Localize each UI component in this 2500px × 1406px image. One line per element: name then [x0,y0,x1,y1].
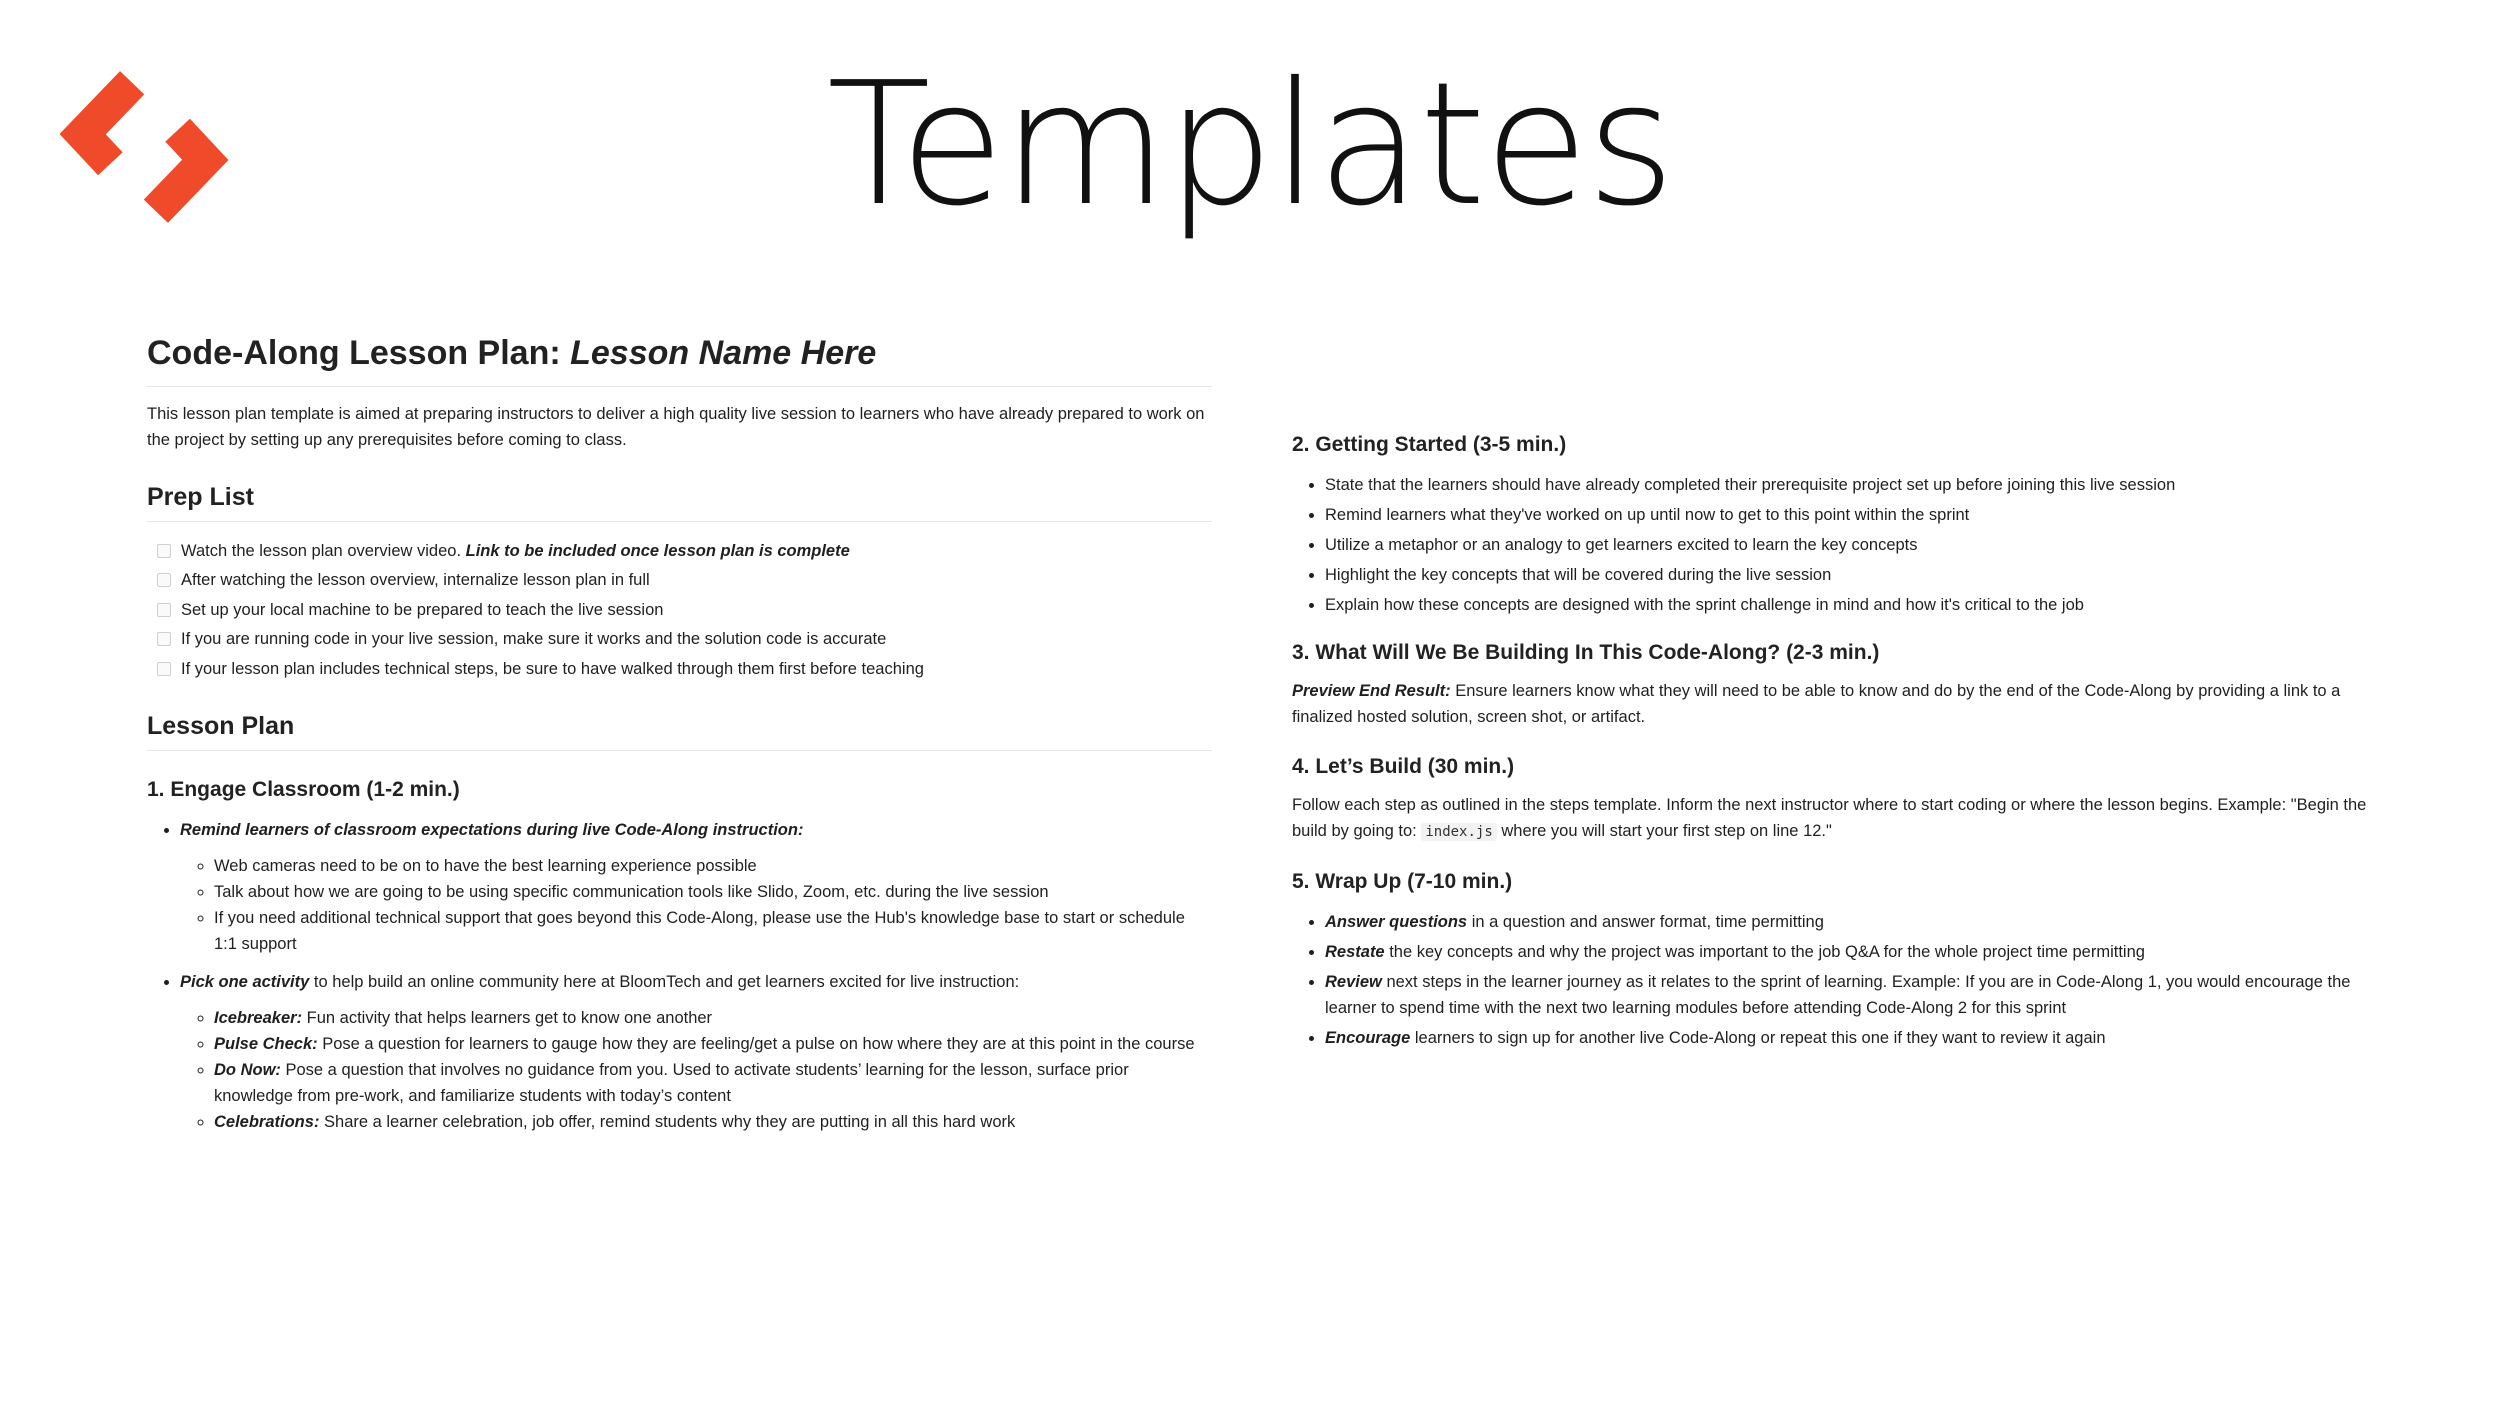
document-title-prefix: Code-Along Lesson Plan: [147,334,571,372]
lets-build-paragraph: Follow each step as outlined in the steps template. Inform the next instructor where to start coding or where the lesson begins. Example: "Begin the build by going to: index.js where you will start your first step on line 12." [1292,796,2367,840]
list-item: • Highlight the key concepts that will be covered during the live session [1325,560,2372,590]
engage-list [147,815,1212,1145]
list-item: • Pick one activity to help build an online community here at BloomTech and get learners excited for live instruction: ◦ Icebreaker: Fun activity that helps learners get to know one another ◦ Pulse Check: Pose a question for learners to gauge how they are feeling/get a pulse on how where they are at this point in the course ◦ Do Now: Pose a question that involves no guidance from you. Used to activate students’ learning for the lesson, surface prior knowledge from pre-work, and familiarize students with today’s content ◦ Celebrations: Share a learner celebration, job offer, remind students why they are putting in all this hard work [180,967,1212,1145]
list-item: • Utilize a metaphor or an analogy to get learners excited to learn the key concepts [1325,530,2372,560]
list-item: ◦ Web cameras need to be on to have the best learning experience possible [214,853,1212,879]
list-item: • Review next steps in the learner journey as it relates to the sprint of learning. Example: If you are in Code-Along 1, you would encourage the learner to spend time with the next two learning modules before attending Code-Along 2 for this sprint [1325,967,2372,1023]
prep-item-text: After watching the lesson overview, internalize lesson plan in full [181,571,650,590]
prep-item-text: If you are running code in your live session, make sure it works and the solution code is accurate [181,630,887,649]
activities-list [180,1005,1212,1135]
wrap-up-heading: 5. Wrap Up (7-10 min.) [1292,870,1513,893]
prep-item-text: If your lesson plan includes technical steps, be sure to have walked through them first before teaching [181,659,924,678]
list-item: ◦ Pulse Check: Pose a question for learners to gauge how they are feeling/get a pulse on how where they are at this point in the course [214,1031,1212,1057]
prep-item [157,654,1212,684]
checkbox[interactable] [157,544,171,558]
list-item: ◦ Do Now: Pose a question that involves no guidance from you. Used to activate students’ learning for the lesson, surface prior knowledge from pre-work, and familiarize students with today’s content [214,1057,1212,1109]
engage-classroom-heading: 1. Engage Classroom (1-2 min.) [147,777,460,801]
document-title-lesson-name: Lesson Name Here [570,334,877,372]
list-item: • Remind learners what they've worked on up until now to get to this point within the sprint [1325,500,2372,530]
prep-item [157,536,1212,566]
prep-item-text: Set up your local machine to be prepared to teach the live session [181,600,664,619]
what-building-heading: 3. What Will We Be Building In This Code-Along? (2-3 min.) [1292,641,1880,664]
list-item: • Answer questions in a question and answer format, time permitting [1325,907,2372,937]
prep-item [157,595,1212,625]
checkbox[interactable] [157,662,171,676]
list-item: ◦ Celebrations: Share a learner celebration, job offer, remind students why they are putting in all this hard work [214,1109,1212,1135]
lets-build-heading: 4. Let’s Build (30 min.) [1292,755,1515,778]
intro-paragraph: This lesson plan template is aimed at preparing instructors to deliver a high quality live session to learners who have already prepared to work on the project by setting up any prerequisites before coming to class. [147,405,1205,449]
list-item: • Restate the key concepts and why the project was important to the job Q&A for the whole project time permitting [1325,937,2372,967]
slide-title: Templates [826,46,1674,244]
prep-item [157,625,1212,655]
document-right-column [1292,430,2372,1053]
code-snippet: index.js [1421,823,1496,841]
document-left-column [147,330,1212,1145]
list-item: • Encourage learners to sign up for another live Code-Along or repeat this one if they want to review it again [1325,1023,2372,1053]
list-item: • Remind learners of classroom expectations during live Code-Along instruction: ◦ Web cameras need to be on to have the best learning experience possible ◦ Talk about how we are going to be using specific communication tools like Slido, Zoom, etc. during the live session ◦ If you need additional technical support that goes beyond this Code-Along, please use the Hub's knowledge base to start or schedule 1:1 support [180,815,1212,967]
lesson-plan-heading: Lesson Plan [147,708,1212,751]
list-item: ◦ If you need additional technical support that goes beyond this Code-Along, please use the Hub's knowledge base to start or schedule 1:1 support [214,905,1212,957]
prep-item [157,566,1212,596]
wrap-up-list [1292,907,2372,1053]
prep-list-heading: Prep List [147,479,1212,522]
expectations-list [180,853,1212,957]
prep-checklist [157,536,1212,684]
checkbox[interactable] [157,603,171,617]
preview-end-result-paragraph: Preview End Result: Ensure learners know what they will need to be able to know and do by the end of the Code-Along by providing a link to a finalized hosted solution, screen shot, or artifact. [1292,682,2341,726]
list-item: • Explain how these concepts are designed with the sprint challenge in mind and how it's critical to the job [1325,590,2372,620]
list-item: ◦ Talk about how we are going to be using specific communication tools like Slido, Zoom, etc. during the live session [214,879,1212,905]
prep-item-text: Watch the lesson plan overview video. Link to be included once lesson plan is complete [181,541,850,560]
list-item: • State that the learners should have already completed their prerequisite project set up before joining this live session [1325,470,2372,500]
getting-started-heading: 2. Getting Started (3-5 min.) [1292,433,1567,456]
document-title [147,330,1212,387]
checkbox[interactable] [157,573,171,587]
checkbox[interactable] [157,632,171,646]
getting-started-list [1292,470,2372,620]
list-item: ◦ Icebreaker: Fun activity that helps learners get to know one another [214,1005,1212,1031]
